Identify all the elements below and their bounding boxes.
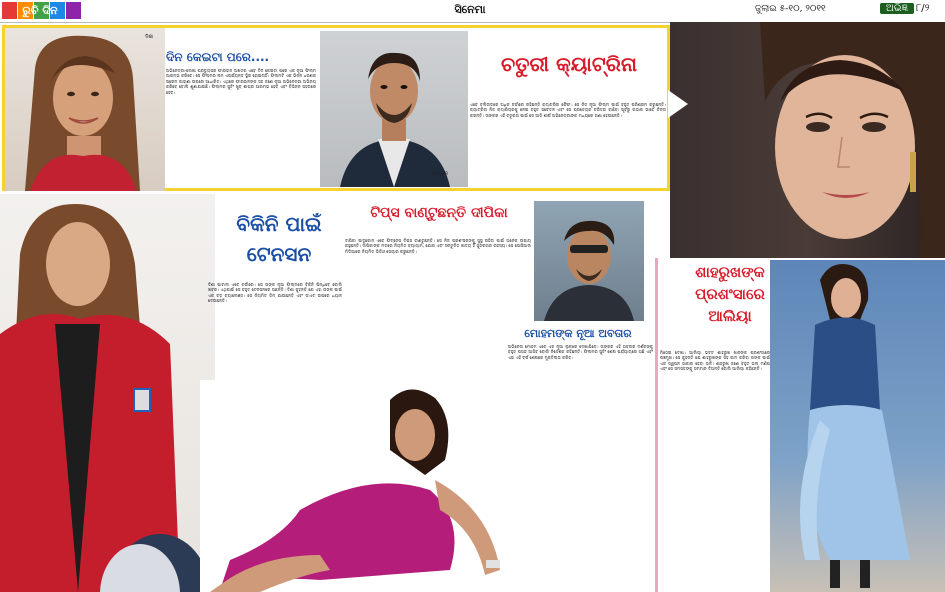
alia-photo bbox=[770, 260, 945, 592]
disha-fullbody-photo bbox=[0, 194, 215, 592]
katrina-portrait-icon bbox=[670, 22, 945, 258]
farhan-caption: ଫରହାନ bbox=[432, 171, 449, 177]
disha-photo bbox=[5, 28, 165, 191]
header-brand: ଅଭିଜ୍ଞ bbox=[880, 3, 914, 14]
bikini-headline-line2: ଟେନସନ bbox=[246, 242, 312, 266]
mohan-photo bbox=[534, 201, 644, 321]
deepika-headline: ଟିପ୍ସ ବାଣ୍ଟୁଛନ୍ତି ଦୀପିକା bbox=[370, 205, 508, 221]
deepika-body: ଦୀପିକା ପାଦୁକୋନ ଏବେ ଫିଟ୍ନେସ ଟିପ୍ସ ବାଣ୍ଟୁଛନ୍ତି। ସେ ନିଜ ପ୍ରଶଂସକଙ୍କୁ ସୁସ୍ଥ ରହିବା ପାଇଁ ଅନେକ ଉପାୟ କହୁଛନ୍ତି। ଦୀପିକାଙ୍କ ମତରେ ନିୟମିତ ବ୍ୟାୟାମ, ଯୋଗ ଏବଂ ସନ୍ତୁଳିତ ଖାଦ୍ୟ ହିଁ ସୁନ୍ଦରତାର ରହସ୍ୟ। ସେ ସୋସିଆଲ ମିଡିଆରେ ନିୟମିତ ଭିଡିଓ ସେୟାର କରୁଛନ୍ତି। bbox=[345, 238, 531, 254]
page-header bbox=[0, 0, 945, 23]
mohan-headline: ମୋହମଙ୍କ ନୂଆ ଅବତାର bbox=[524, 327, 632, 340]
bikini-headline-line1: ବିକିନି ପାଇଁ bbox=[236, 212, 322, 236]
header-date: ଜୁଲାଇ ୫-୧୦, ୨୦୧୧ bbox=[755, 4, 826, 14]
alia-headline-line1: ଶାହରୁଖଙ୍କ bbox=[695, 263, 765, 281]
disha-fullbody-icon bbox=[0, 194, 215, 592]
alia-headline-line2: ପ୍ରଶଂସାରେ bbox=[695, 285, 765, 303]
bikini-body: ଦିଶା ପାଟାନୀ ଏବେ ଚର୍ଚ୍ଚାରେ। ସେ ତାଙ୍କ ନୂଆ ଫିଲ୍ମରେ ବିକିନି ପିନ୍ଧିବେ ବୋଲି ଖବର। ଏଥିପାଇଁ ସେ ବହୁତ ଟେନସନରେ ଅଛନ୍ତି। ଦିଶା କୁହନ୍ତି ଯେ ଏହା ତାଙ୍କ ପାଇଁ ଏକ ବଡ଼ ଚ୍ୟାଲେଞ୍ଜ। ସେ ନିୟମିତ ଜିମ୍ ଯାଉଛନ୍ତି ଏବଂ ଡାଏଟ୍ ଉପରେ ଧ୍ୟାନ ଦେଉଛନ୍ତି। bbox=[208, 282, 342, 304]
katrina-headline: ଚତୁରୀ କ୍ୟାଟ୍ରିନା bbox=[501, 52, 637, 76]
disha-portrait-icon bbox=[5, 28, 165, 191]
alia-headline-line3: ଆଲିୟା bbox=[708, 307, 752, 325]
header-page-number: ୮/୨ bbox=[916, 3, 930, 14]
din-keita-body: ଅଭିନେତ୍ରୀ-ଲେଖା ପ୍ରଡ୍ୟୁସର ଫାରହାନ ଅଖତର ଏବେ ଦିନ କେଇଟା ପରେ ଏକ ନୂଆ ଫିଲ୍ମ ଆରମ୍ଭ କରିବେ। ସେ ଫିଲ୍ମର ନାମ ଏପର୍ଯ୍ୟନ୍ତ ସ୍ଥିର ହୋଇନାହିଁ। ଫିଲ୍ମଟି ଏକ ଭିନ୍ନ ଧରଣର ପ୍ରେମ କାହାଣୀ ଉପରେ ଆଧାରିତ। ଏଥିରେ ଫାରହାନଙ୍କ ସହ ଜଣେ ନୂଆ ଅଭିନେତ୍ରୀ ଅଭିନୟ କରିବେ ବୋଲି ଶୁଣାଯାଉଛି। ଫିଲ୍ମର ସୁଟିଂ ଖୁବ୍ ଶୀଘ୍ର ଆରମ୍ଭ ହେବ ଏବଂ ବିଭିନ୍ନ ସହରରେ ହେବ। bbox=[166, 68, 316, 95]
deepika-figure-icon bbox=[200, 380, 505, 592]
header-center-title: ସିନେମା bbox=[454, 3, 486, 16]
farhan-photo bbox=[320, 31, 468, 187]
alia-body: ମିଠେଇ ଦେଖା। ଆଲିୟା ଭଟ୍ଟ ଶାହରୁଖ ଖାନଙ୍କ ପ୍ରଶଂସାରେ ପଞ୍ଚମୁଖ। ସେ କୁହନ୍ତି ଯେ ଶାହରୁଖଙ୍କ ସହ କାମ କରିବା ତାଙ୍କ ପାଇଁ ଏକ ସ୍ୱପ୍ନ ସାକାର ହେବା ଭଳି। ଶାହରୁଖ ଜଣେ ବହୁତ ଭଲ ମଣିଷ ଏବଂ ସେ ସମସ୍ତଙ୍କୁ ସମ୍ମାନ ଦିଅନ୍ତି ବୋଲି ଆଲିୟା କହିଛନ୍ତି। bbox=[660, 350, 770, 372]
disha-caption: ଦିଶା bbox=[145, 34, 154, 40]
katrina-body: ଏବେ ବଲିଉଡରେ ଅଧିକ ଚର୍ଚ୍ଚାରେ ରହିଛନ୍ତି କ୍ୟାଟ୍ରିନା କୈଫ। ସେ ନିଜ ନୂଆ ଫିଲ୍ମ ପାଇଁ ବହୁତ ପରିଶ୍ରମ କରୁଛନ୍ତି। କ୍ୟାଟ୍ରିନା ନିଜ କ୍ୟାରିୟରକୁ ନେଇ ବହୁତ ସଚେତନ ଏବଂ ସେ ପ୍ରତ୍ୟେକ ଚରିତ୍ର ବାଛିବା ପୂର୍ବରୁ ଗଭୀର ଭାବେ ଚିନ୍ତା କରନ୍ତି। ତାଙ୍କର ଏହି ଚତୁରତା ପାଇଁ ସେ ଆଜି ଶୀର୍ଷ ଅଭିନେତ୍ରୀଙ୍କ ମଧ୍ୟରେ ଗଣା ହେଉଛନ୍ତି। bbox=[470, 102, 666, 118]
farhan-portrait-icon bbox=[320, 31, 468, 187]
deepika-photo bbox=[200, 380, 505, 592]
katrina-photo bbox=[670, 22, 945, 258]
mohan-portrait-icon bbox=[534, 201, 644, 321]
section-tag-label: ରୁଚି ଦିନ bbox=[22, 4, 58, 17]
alia-figure-icon bbox=[770, 260, 945, 592]
din-keita-headline: ଦିନ କେଇଟା ପରେ.... bbox=[166, 50, 270, 64]
mohan-body: ଅଭିନେତା ମୋହମ ଏବେ ଏକ ନୂଆ ଲୁକରେ ଦେଖାଯିବେ। ତାଙ୍କର ଏହି ଅବତାର ଦର୍ଶକଙ୍କୁ ବହୁତ ପସନ୍ଦ ଆସିବ ବୋଲି ନିର୍ଦ୍ଦେଶକ କହିଛନ୍ତି। ଫିଲ୍ମର ସୁଟିଂ ଶେଷ ପର୍ଯ୍ୟାୟରେ ଅଛି ଏବଂ ଏହା ଏହି ବର୍ଷ ଶେଷରେ ମୁକ୍ତିଲାଭ କରିବ। bbox=[508, 344, 653, 360]
katrina-arrow-icon bbox=[668, 90, 688, 118]
